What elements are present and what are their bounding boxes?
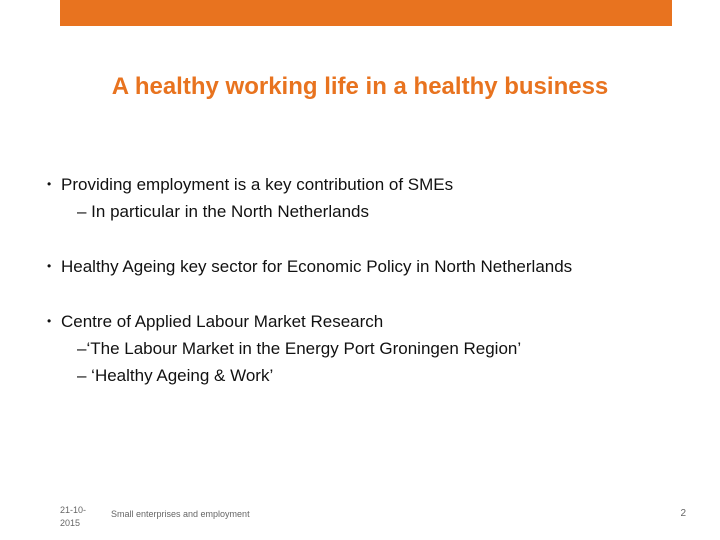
footer-date <box>60 504 104 530</box>
sub-bullet-text: – ‘Healthy Ageing & Work’ <box>77 366 274 385</box>
bullet-dot-icon: • <box>47 259 52 273</box>
footer-presentation-title: Small enterprises and employment <box>111 509 250 519</box>
slide-title: A healthy working life in a healthy business <box>111 73 609 100</box>
bullet-text: Providing employment is a key contribution of SMEs <box>61 175 454 194</box>
bullet-item <box>47 253 687 280</box>
sub-bullet-text: – In particular in the North Netherlands <box>77 202 369 221</box>
page-number: 2 <box>680 508 686 519</box>
bullet-text: Centre of Applied Labour Market Research <box>61 312 384 331</box>
top-accent-bar <box>60 0 672 26</box>
bullet-list <box>47 171 687 389</box>
footer-date-line: 21-10- <box>60 505 87 515</box>
bullet-dot-icon: • <box>47 314 52 328</box>
bullet-item <box>47 171 687 198</box>
bullet-item <box>47 308 687 335</box>
bullet-dot-icon: • <box>47 177 52 191</box>
footer-date-line: 2015 <box>60 518 81 528</box>
sub-bullet-text: –‘The Labour Market in the Energy Port Groningen Region’ <box>77 339 522 358</box>
bullet-text: Healthy Ageing key sector for Economic Policy in North Netherlands <box>61 257 573 276</box>
